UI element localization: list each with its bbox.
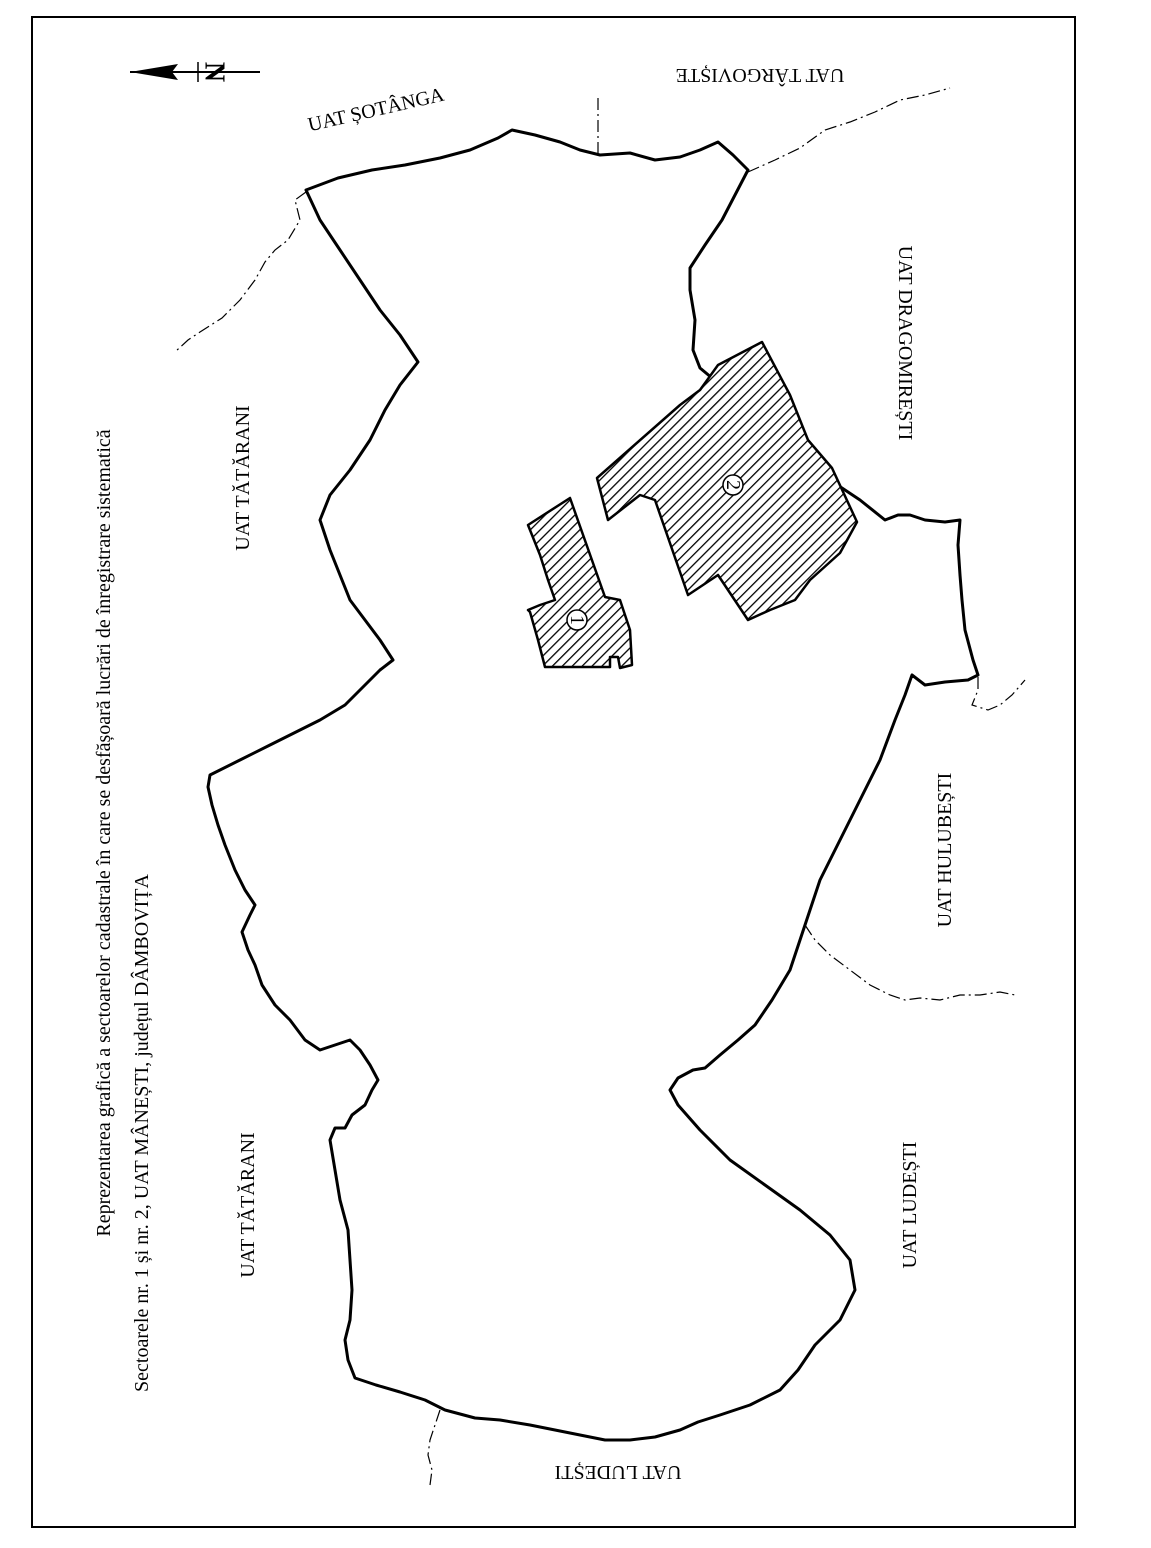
north-arrow-label: N [198,61,230,83]
label-uat-targoviste: UAT TÂRGOVIȘTE [675,64,845,86]
boundary-sotanga-tatarani [175,192,306,352]
label-uat-sotanga: UAT ȘOTÂNGA [305,83,447,137]
boundary-tatarani-ludesti [428,1410,440,1485]
boundary-targoviste-dragomiresti [748,88,950,172]
north-arrow-icon [130,62,260,82]
sector-2-label [722,475,744,495]
sector-1-label [566,610,588,630]
map-title-line2: Sectoarele nr. 1 și nr. 2, UAT MÂNEȘTI, județul DÂMBOVIȚA [131,874,153,1392]
sector-2-number: 2 [722,480,744,490]
label-uat-ludesti-south: UAT LUDEȘTI [554,1461,682,1483]
sector-1-polygon [528,498,632,668]
label-uat-hulubesti: UAT HULUBEȘTI [934,772,956,928]
label-uat-ludesti-east: UAT LUDEȘTI [899,1141,921,1269]
page-frame [32,17,1075,1527]
boundary-dragomiresti-hulubesti [972,677,1025,710]
map-title-line1: Reprezentarea grafică a sectoarelor cadastrale în care se desfășoară lucrări de înregistrare sistematică [93,429,115,1237]
sector-1-number: 1 [566,615,588,625]
label-uat-dragomiresti: UAT DRAGOMIREȘTI [894,245,916,441]
boundary-hulubesti-ludesti [805,925,1015,1000]
label-uat-tatarani-north: UAT TĂTĂRANI [232,405,254,551]
uat-manesti-boundary [208,130,978,1440]
label-uat-tatarani-south: UAT TĂTĂRANI [237,1132,259,1278]
